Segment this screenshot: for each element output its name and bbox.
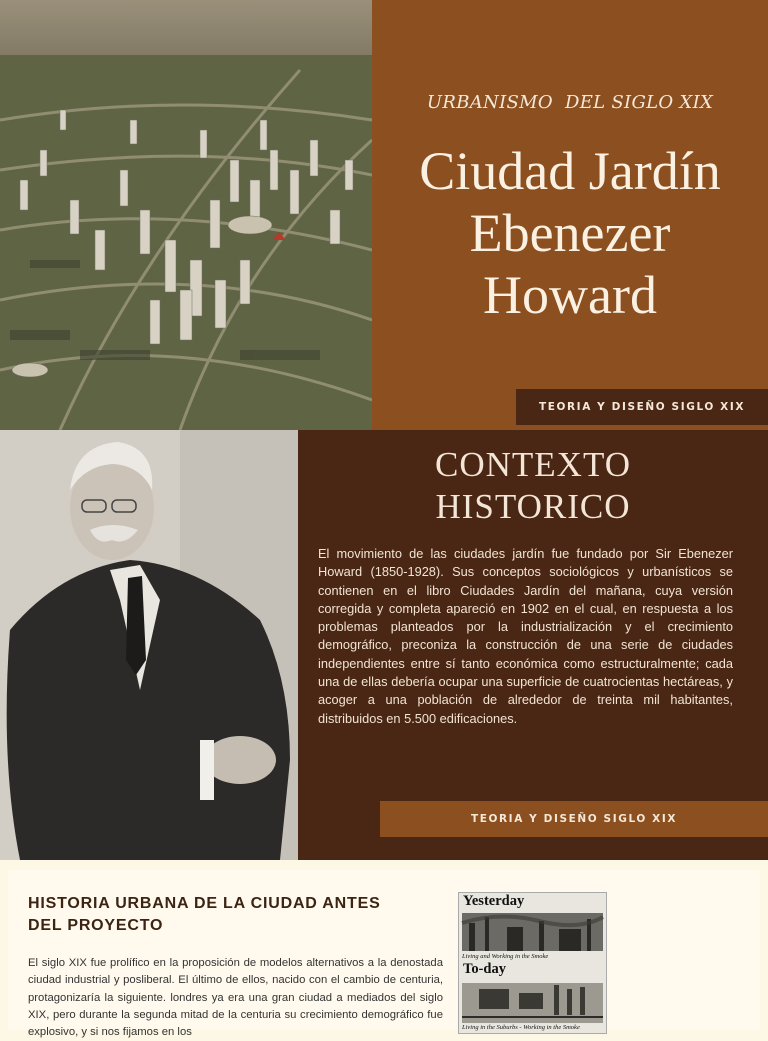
hero-title xyxy=(372,140,768,326)
yesterday-today-clipping xyxy=(458,892,607,1034)
hero-tag-bar: TEORIA Y DISEÑO SIGLO XIX xyxy=(516,389,768,425)
clipping-caption-top: Living and Working in the Smoke xyxy=(462,953,549,960)
context-tag-bar: TEORIA Y DISEÑO SIGLO XIX xyxy=(380,801,768,837)
context-title xyxy=(298,444,768,528)
aerial-city-illustration xyxy=(0,0,372,430)
clipping-heading-today: To-day xyxy=(463,961,506,977)
hero-title-line-3: Howard xyxy=(483,265,657,325)
context-title-line-1: CONTEXTO xyxy=(435,445,631,484)
history-title: HISTORIA URBANA DE LA CIUDAD ANTES DEL PROYECTO xyxy=(28,895,381,934)
hero-subtitle: URBANISMO DEL SIGLO XIX xyxy=(426,92,714,113)
context-body-text: El movimiento de las ciudades jardín fue fundado por Sir Ebenezer Howard (1850-1928). Sus conceptos sociológicos y urbanísticos se contienen en el libro Ciudades Jardín del mañana, cuya versión corregida y completa apareció en 1902 en el cual, en respuesta a los problemas planteados por la industrialización y el crecimiento demográfico, preconiza la construcción de una serie de ciudades independientes entre sí tanto económica como estructuralmente; cada una de ellas debería ocupar una superficie de cuatrocientas hectáreas, y acoger a una población de alrededor de treinta mil habitantes, distribuidos en 5.500 edificaciones. xyxy=(318,546,733,726)
hero-title-line-1: Ciudad Jardín xyxy=(419,141,721,201)
portrait-illustration xyxy=(0,430,298,860)
howard-portrait-photo xyxy=(0,430,298,860)
clipping-heading-yesterday: Yesterday xyxy=(463,893,525,909)
history-body-text: El siglo XIX fue prolífico en la proposición de modelos alternativos a la denostada ciudad industrial y posliberal. El último de ellos, nacido con el cambio de centuria, protagonizaría la siguiente. londres ya era una gran ciudad a mediados del siglo XIX, pero durante la segunda mitad de la centuria su crecimiento demográfico fue explosivo, y si nos fijamos en los xyxy=(28,957,443,1039)
clipping-caption-bottom: Living in the Suburbs - Working in the Smoke xyxy=(462,1024,580,1031)
aerial-city-image xyxy=(0,0,372,430)
hero-title-line-2: Ebenezer xyxy=(469,203,671,263)
context-title-line-2: HISTORICO xyxy=(435,487,631,526)
